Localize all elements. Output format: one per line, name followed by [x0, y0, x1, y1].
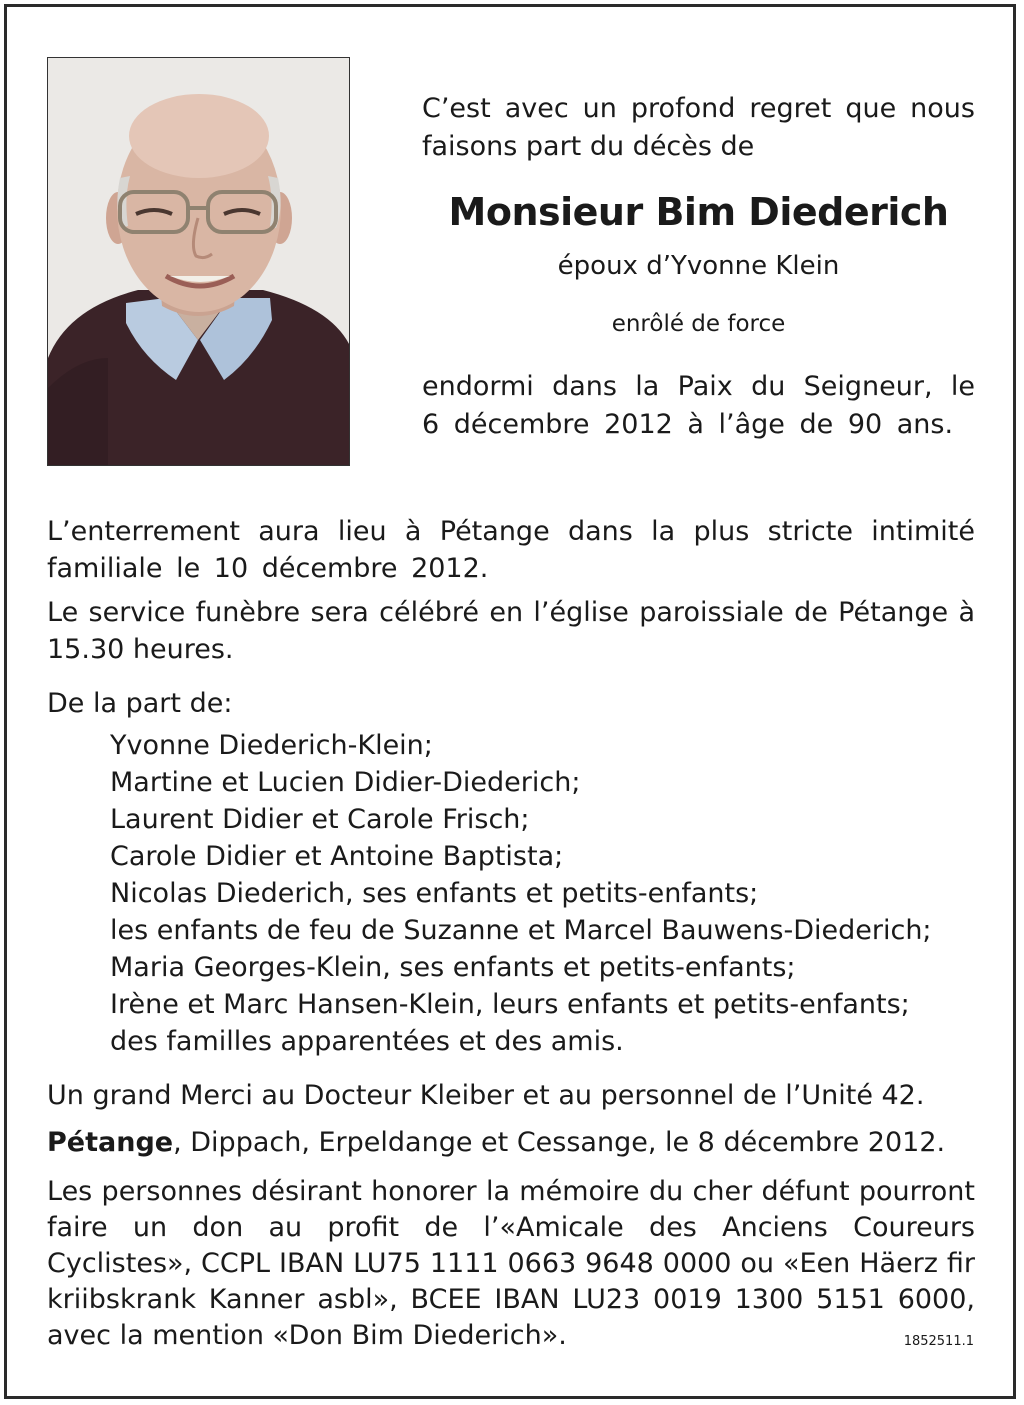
family-member: Carole Didier et Antoine Baptista; [110, 841, 564, 872]
donation-text: Les personnes désirant honorer la mémoire du cher défunt pourront faire un don au profit de l’«Amicale des Anciens Coureurs Cyclistes», CCPL IBAN LU75 1111 0663 9648 0000 ou «Een Häerz fir kriibskrank Kanner asbl», BCEE IBAN LU23 0019 1300 5151 6000, avec la mention «Don Bim Diederich». [47, 1176, 975, 1351]
family-member: Irène et Marc Hansen-Klein, leurs enfants et petits-enfants; [110, 989, 910, 1020]
family-member: Yvonne Diederich-Klein; [110, 730, 433, 761]
enrole-line: enrôlé de force [611, 311, 786, 337]
family-member: Maria Georges-Klein, ses enfants et petits-enfants; [110, 952, 796, 983]
family-member: Martine et Lucien Didier-Diederich; [110, 767, 581, 798]
from-label: De la part de: [47, 688, 233, 719]
spouse-line: époux d’Yvonne Klein [557, 251, 840, 281]
thanks-text: Un grand Merci au Docteur Kleiber et au personnel de l’Unité 42. [47, 1080, 925, 1111]
place-date-text [47, 1124, 975, 1161]
portrait-photo [47, 57, 350, 466]
place-name-bold: Pétange [47, 1127, 174, 1158]
family-list [110, 727, 990, 1060]
place-rest: , Dippach, Erpeldange et Cessange, le 8 décembre 2012. [173, 1127, 946, 1158]
portrait-illustration [48, 58, 350, 466]
family-member: les enfants de feu de Suzanne et Marcel Bauwens-Diederich; [110, 915, 932, 946]
intro-text: C’est avec un profond regret que nous faisons part du décès de [422, 93, 975, 162]
deceased-name: Monsieur Bim Diederich [448, 190, 949, 234]
reference-number: 1852511.1 [903, 1334, 974, 1349]
death-date-text: endormi dans la Paix du Seigneur, le 6 décembre 2012 à l’âge de 90 ans. [422, 371, 975, 440]
family-member: des familles apparentées et des amis. [110, 1026, 624, 1057]
family-member: Nicolas Diederich, ses enfants et petits-enfants; [110, 878, 759, 909]
family-member: Laurent Didier et Carole Frisch; [110, 804, 530, 835]
service-text: Le service funèbre sera célébré en l’église paroissiale de Pétange à 15.30 heures. [47, 597, 975, 665]
burial-text: L’enterrement aura lieu à Pétange dans la plus stricte intimité familiale le 10 décembre 2012. [47, 516, 975, 584]
